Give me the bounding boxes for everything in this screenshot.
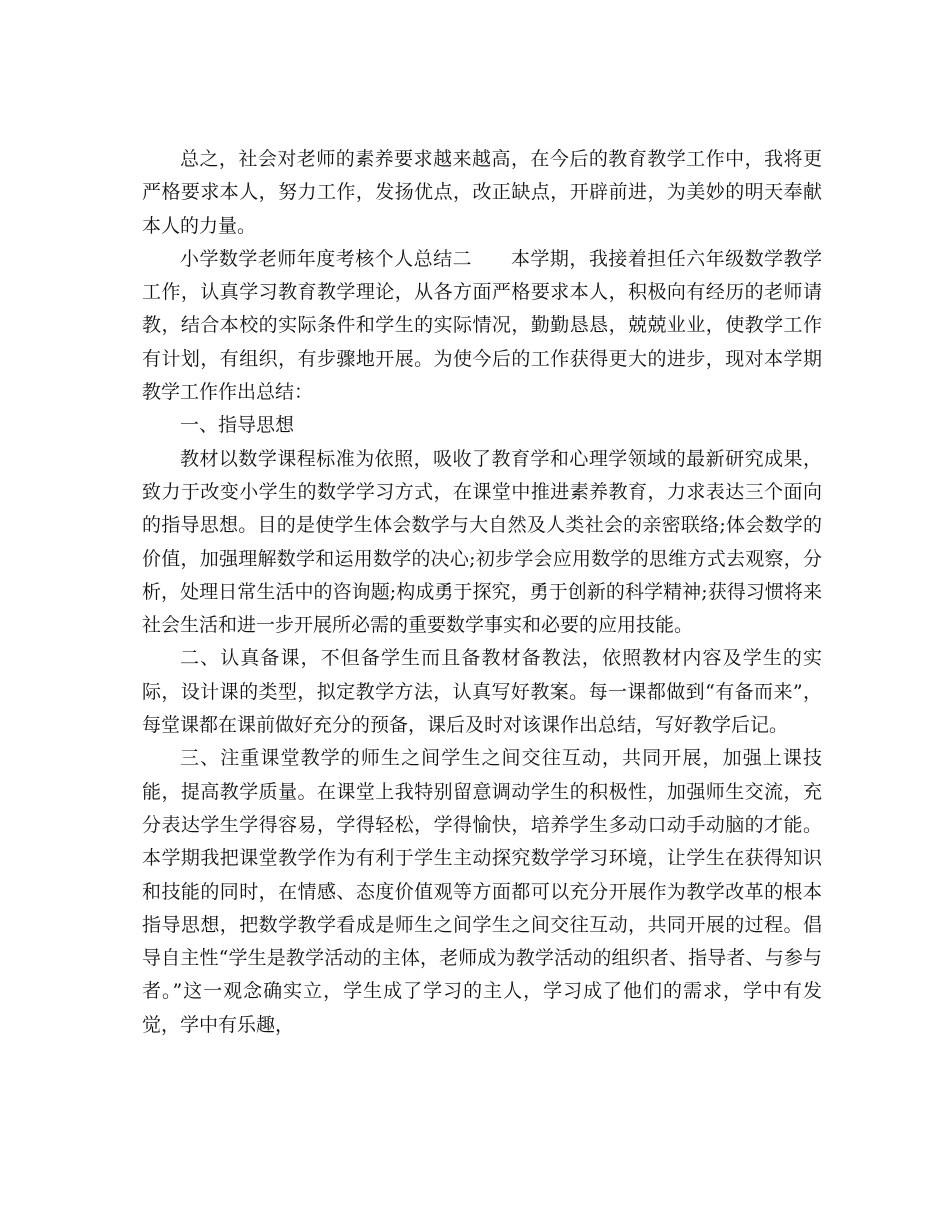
paragraph-conclusion: 总之，社会对老师的素养要求越来越高，在今后的教育教学工作中，我将更严格要求本人，努力工作，发扬优点，改正缺点，开辟前进，为美妙的明天奉献本人的力量。 — [142, 148, 822, 237]
paragraph-summary-two-intro: 小学数学老师年度考核个人总结二 本学期，我接着担任六年级数学教学工作，认真学习教育教学理论，从各方面严格要求本人，积极向有经历的老师请教，结合本校的实际条件和学生的实际情况，勤勤恳恳，兢兢业业，使教学工作有计划，有组织，有步骤地开展。为使今后的工作获得更大的进步，现对本学期教学工作作出总结： — [142, 247, 822, 404]
section-heading-guiding-ideology: 一、指导思想 — [180, 414, 295, 437]
paragraph-classroom-teaching: 三、注重课堂教学的师生之间学生之间交往互动，共同开展，加强上课技能，提高教学质量。在课堂上我特别留意调动学生的积极性，加强师生交流，充分表达学生学得容易，学得轻松，学得愉快，培养学生多动口动手动脑的才能。本学期我把课堂教学作为有利于学生主动探究数学学习环境，让学生在获得知识和技能的同时，在情感、态度价值观等方面都可以充分开展作为教学改革的根本指导思想，把数学教学看成是师生之间学生之间交往互动，共同开展的过程。倡导自主性“学生是教学活动的主体，老师成为教学活动的组织者、指导者、与参与者。”这一观念确实立，学生成了学习的主人，学习成了他们的需求，学中有发觉，学中有乐趣， — [142, 747, 822, 1036]
paragraph-lesson-preparation: 二、认真备课，不但备学生而且备教材备教法，依照教材内容及学生的实际，设计课的类型，拟定教学方法，认真写好教案。每一课都做到“有备而来”，每堂课都在课前做好充分的预备，课后及时对该课作出总结，写好教学后记。 — [142, 647, 822, 737]
document-body — [142, 143, 822, 1042]
paragraph-textbook: 教材以数学课程标准为依照，吸收了教育学和心理学领域的最新研究成果，致力于改变小学生的数学学习方式，在课堂中推进素养教育，力求表达三个面向的指导思想。目的是使学生体会数学与大自然及人类社会的亲密联络;体会数学的价值，加强理解数学和运用数学的决心;初步学会应用数学的思维方式去观察，分析，处理日常生活中的咨询题;构成勇于探究，勇于创新的科学精神;获得习惯将来社会生活和进一步开展所必需的重要数学事实和必要的应用技能。 — [142, 447, 822, 637]
